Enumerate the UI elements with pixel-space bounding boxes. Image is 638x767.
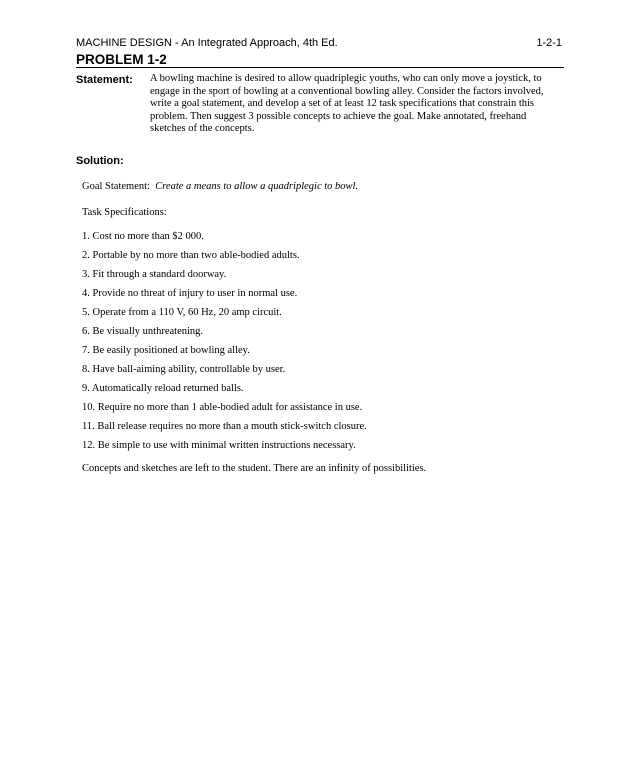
statement-line: write a goal statement, and develop a set of at least 12 task specifications that constrain this	[150, 98, 535, 110]
goal-label: Goal Statement:	[82, 181, 150, 192]
list-item: 5. Operate from a 110 V, 60 Hz, 20 amp circuit.	[82, 307, 282, 318]
list-item: 2. Portable by no more than two able-bodied adults.	[82, 250, 300, 261]
list-item: 3. Fit through a standard doorway.	[82, 269, 227, 280]
list-item: 7. Be easily positioned at bowling alley.	[82, 345, 250, 356]
conclusion-text: Concepts and sketches are left to the student. There are an infinity of possibilities.	[82, 463, 427, 474]
list-item: 6. Be visually unthreatening.	[82, 326, 204, 337]
book-title: MACHINE DESIGN - An Integrated Approach, 4th Ed.	[76, 37, 338, 49]
list-item: 9. Automatically reload returned balls.	[82, 383, 244, 394]
list-item: 8. Have ball-aiming ability, controllable by user.	[82, 364, 286, 375]
statement-line: problem. Then suggest 3 possible concepts to achieve the goal. Make annotated, freehand	[150, 110, 527, 122]
statement-line: sketches of the concepts.	[150, 123, 255, 135]
list-item: 10. Require no more than 1 able-bodied adult for assistance in use.	[82, 402, 363, 413]
goal-statement	[82, 181, 358, 193]
statement-line: A bowling machine is desired to allow quadriplegic youths, who can only move a joystick, to	[150, 73, 542, 84]
title-divider	[76, 67, 564, 68]
page-number: 1-2-1	[536, 37, 562, 49]
statement-text	[150, 73, 545, 136]
list-item: 4. Provide no threat of injury to user in normal use.	[82, 288, 298, 299]
statement-label: Statement:	[76, 74, 133, 86]
statement-line: engage in the sport of bowling at a conventional bowling alley. Consider the factors involved,	[150, 85, 544, 97]
problem-title: PROBLEM 1-2	[76, 52, 167, 67]
list-item: 12. Be simple to use with minimal written instructions necessary.	[82, 440, 356, 451]
list-item: 1. Cost no more than $2 000.	[82, 231, 204, 242]
solution-label: Solution:	[76, 155, 124, 167]
task-specifications-heading: Task Specifications:	[82, 207, 167, 218]
goal-text: Create a means to allow a quadriplegic to bowl.	[155, 181, 359, 192]
list-item: 11. Ball release requires no more than a mouth stick-switch closure.	[82, 421, 367, 432]
